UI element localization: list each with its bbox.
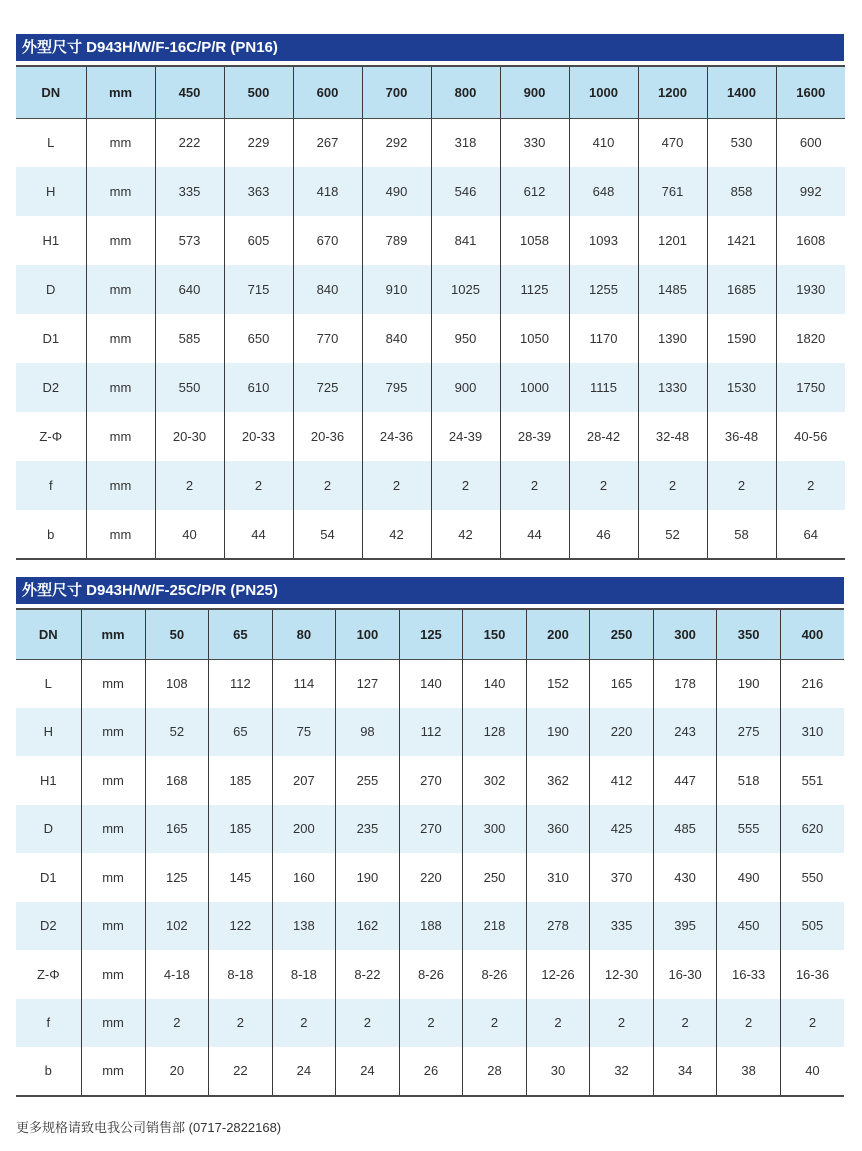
value-cell: 2 — [707, 461, 776, 510]
value-cell: 430 — [653, 853, 717, 902]
value-cell: 20 — [145, 1047, 209, 1096]
value-cell: 490 — [362, 167, 431, 216]
value-cell: 335 — [590, 902, 654, 951]
value-cell: 270 — [399, 756, 463, 805]
value-cell: 518 — [717, 756, 781, 805]
value-cell: 8-26 — [463, 950, 527, 999]
value-cell: 8-18 — [209, 950, 273, 999]
value-cell: 220 — [399, 853, 463, 902]
value-cell: 1025 — [431, 265, 500, 314]
header-cell: 300 — [653, 609, 717, 659]
value-cell: 1050 — [500, 314, 569, 363]
unit-cell: mm — [81, 756, 145, 805]
value-cell: 610 — [224, 363, 293, 412]
header-cell: 500 — [224, 66, 293, 118]
value-cell: 160 — [272, 853, 336, 902]
header-cell: DN — [16, 609, 81, 659]
value-cell: 54 — [293, 510, 362, 559]
value-cell: 1115 — [569, 363, 638, 412]
value-cell: 1170 — [569, 314, 638, 363]
header-cell: 150 — [463, 609, 527, 659]
header-cell: 900 — [500, 66, 569, 118]
value-cell: 2 — [776, 461, 845, 510]
value-cell: 190 — [526, 708, 590, 757]
value-cell: 573 — [155, 216, 224, 265]
value-cell: 715 — [224, 265, 293, 314]
value-cell: 24 — [272, 1047, 336, 1096]
value-cell: 24-39 — [431, 412, 500, 461]
row-label-cell: L — [16, 659, 81, 708]
header-cell: 1400 — [707, 66, 776, 118]
table-row — [16, 950, 844, 999]
value-cell: 12-26 — [526, 950, 590, 999]
value-cell: 145 — [209, 853, 273, 902]
value-cell: 1201 — [638, 216, 707, 265]
value-cell: 20-30 — [155, 412, 224, 461]
value-cell: 410 — [569, 118, 638, 167]
table-row — [16, 805, 844, 854]
value-cell: 112 — [399, 708, 463, 757]
value-cell: 2 — [224, 461, 293, 510]
pn16-dimension-table — [16, 65, 845, 560]
value-cell: 335 — [155, 167, 224, 216]
header-cell: 1600 — [776, 66, 845, 118]
value-cell: 530 — [707, 118, 776, 167]
table-row — [16, 412, 845, 461]
value-cell: 318 — [431, 118, 500, 167]
header-cell: 800 — [431, 66, 500, 118]
value-cell: 114 — [272, 659, 336, 708]
table-row — [16, 756, 844, 805]
value-cell: 650 — [224, 314, 293, 363]
value-cell: 2 — [653, 999, 717, 1048]
pn25-title: 外型尺寸 D943H/W/F-25C/P/R (PN25) — [16, 577, 844, 604]
value-cell: 2 — [399, 999, 463, 1048]
value-cell: 2 — [145, 999, 209, 1048]
header-cell: 250 — [590, 609, 654, 659]
table-row — [16, 1047, 844, 1096]
value-cell: 612 — [500, 167, 569, 216]
value-cell: 1485 — [638, 265, 707, 314]
value-cell: 28-42 — [569, 412, 638, 461]
value-cell: 546 — [431, 167, 500, 216]
value-cell: 122 — [209, 902, 273, 951]
value-cell: 418 — [293, 167, 362, 216]
value-cell: 2 — [526, 999, 590, 1048]
unit-cell: mm — [81, 708, 145, 757]
value-cell: 44 — [224, 510, 293, 559]
unit-cell: mm — [86, 216, 155, 265]
value-cell: 20-36 — [293, 412, 362, 461]
value-cell: 910 — [362, 265, 431, 314]
value-cell: 2 — [780, 999, 844, 1048]
unit-cell: mm — [86, 265, 155, 314]
value-cell: 1820 — [796, 331, 826, 346]
value-cell: 162 — [336, 902, 400, 951]
row-label-cell: D1 — [16, 314, 86, 363]
value-cell: 2 — [590, 999, 654, 1048]
value-cell: 275 — [717, 708, 781, 757]
value-cell: 900 — [431, 363, 500, 412]
value-cell: 218 — [463, 902, 527, 951]
value-cell: 108 — [145, 659, 209, 708]
value-cell: 640 — [155, 265, 224, 314]
value-cell: 165 — [145, 805, 209, 854]
header-cell: 100 — [336, 609, 400, 659]
header-cell: 350 — [717, 609, 781, 659]
table-row — [16, 167, 845, 216]
value-cell: 2 — [209, 999, 273, 1048]
value-cell: 447 — [653, 756, 717, 805]
pn25-table-head — [16, 609, 844, 659]
value-cell: 127 — [336, 659, 400, 708]
value-cell: 188 — [399, 902, 463, 951]
value-cell: 670 — [293, 216, 362, 265]
table-row — [16, 659, 844, 708]
value-cell: 1058 — [500, 216, 569, 265]
value-cell: 840 — [362, 314, 431, 363]
row-label-cell: D2 — [16, 902, 81, 951]
unit-cell: mm — [81, 805, 145, 854]
value-cell: 302 — [463, 756, 527, 805]
value-cell: 1093 — [569, 216, 638, 265]
value-cell: 363 — [224, 167, 293, 216]
value-cell: 40 — [155, 510, 224, 559]
value-cell: 1421 — [707, 216, 776, 265]
value-cell: 20-33 — [224, 412, 293, 461]
pn25-header-row — [16, 609, 844, 659]
value-cell: 38 — [717, 1047, 781, 1096]
header-cell: 200 — [526, 609, 590, 659]
value-cell: 2 — [362, 461, 431, 510]
value-cell: 761 — [638, 167, 707, 216]
value-cell: 585 — [155, 314, 224, 363]
value-cell: 551 — [801, 772, 824, 788]
table-row — [16, 216, 845, 265]
value-cell: 412 — [590, 756, 654, 805]
value-cell: 207 — [272, 756, 336, 805]
value-cell: 125 — [145, 853, 209, 902]
value-cell: 450 — [717, 902, 781, 951]
value-cell: 2 — [431, 461, 500, 510]
unit-cell: mm — [81, 853, 145, 902]
value-cell: 267 — [293, 118, 362, 167]
table-row — [16, 118, 845, 167]
value-cell: 185 — [209, 756, 273, 805]
row-label-cell: b — [16, 1047, 81, 1096]
value-cell: 112 — [209, 659, 273, 708]
value-cell: 52 — [638, 510, 707, 559]
value-cell: 64 — [803, 526, 818, 542]
value-cell: 395 — [653, 902, 717, 951]
unit-cell: mm — [86, 461, 155, 510]
row-label-cell: f — [16, 999, 81, 1048]
value-cell: 24 — [336, 1047, 400, 1096]
value-cell: 26 — [399, 1047, 463, 1096]
value-cell: 42 — [362, 510, 431, 559]
header-cell: mm — [86, 66, 155, 118]
value-cell: 292 — [362, 118, 431, 167]
value-cell: 44 — [500, 510, 569, 559]
pn25-dimension-table — [16, 608, 844, 1097]
row-label-cell: D1 — [16, 853, 81, 902]
header-cell: 1200 — [638, 66, 707, 118]
value-cell: 138 — [272, 902, 336, 951]
value-cell: 16-30 — [653, 950, 717, 999]
value-cell: 32 — [590, 1047, 654, 1096]
value-cell: 152 — [526, 659, 590, 708]
value-cell: 310 — [780, 708, 844, 757]
value-cell: 555 — [717, 805, 781, 854]
value-cell: 310 — [526, 853, 590, 902]
value-cell: 2 — [500, 461, 569, 510]
header-cell: 1000 — [569, 66, 638, 118]
value-cell: 858 — [707, 167, 776, 216]
value-cell: 8-26 — [399, 950, 463, 999]
pn16-title: 外型尺寸 D943H/W/F-16C/P/R (PN16) — [16, 34, 844, 61]
value-cell: 270 — [399, 805, 463, 854]
value-cell: 2 — [569, 461, 638, 510]
pn16-table-body — [16, 118, 845, 559]
value-cell: 16-36 — [795, 966, 830, 982]
value-cell: 278 — [526, 902, 590, 951]
value-cell: 40 — [805, 1063, 820, 1079]
unit-cell: mm — [86, 167, 155, 216]
value-cell: 190 — [336, 853, 400, 902]
unit-cell: mm — [86, 118, 155, 167]
value-cell: 102 — [145, 902, 209, 951]
unit-cell: mm — [86, 412, 155, 461]
value-cell: 2 — [293, 461, 362, 510]
unit-cell: mm — [81, 659, 145, 708]
header-cell: 125 — [399, 609, 463, 659]
value-cell: 190 — [717, 659, 781, 708]
value-cell: 1390 — [638, 314, 707, 363]
value-cell: 4-18 — [145, 950, 209, 999]
value-cell: 165 — [590, 659, 654, 708]
value-cell: 128 — [463, 708, 527, 757]
value-cell: 840 — [293, 265, 362, 314]
value-cell: 2 — [638, 461, 707, 510]
value-cell: 98 — [336, 708, 400, 757]
value-cell: 490 — [717, 853, 781, 902]
value-cell: 222 — [155, 118, 224, 167]
value-cell: 770 — [293, 314, 362, 363]
table-row — [16, 363, 845, 412]
value-cell: 795 — [362, 363, 431, 412]
value-cell: 370 — [590, 853, 654, 902]
value-cell: 485 — [653, 805, 717, 854]
row-label-cell: D — [16, 805, 81, 854]
value-cell: 28-39 — [500, 412, 569, 461]
value-cell: 46 — [569, 510, 638, 559]
header-cell: 600 — [293, 66, 362, 118]
value-cell: 725 — [293, 363, 362, 412]
value-cell: 243 — [653, 708, 717, 757]
value-cell: 16-33 — [717, 950, 781, 999]
row-label-cell: H — [16, 167, 86, 216]
value-cell: 1590 — [707, 314, 776, 363]
value-cell: 620 — [780, 805, 844, 854]
value-cell: 32-48 — [638, 412, 707, 461]
value-cell: 1930 — [776, 265, 845, 314]
value-cell: 178 — [653, 659, 717, 708]
value-cell: 12-30 — [590, 950, 654, 999]
header-cell: 700 — [362, 66, 431, 118]
value-cell: 216 — [801, 676, 824, 691]
value-cell: 8-18 — [272, 950, 336, 999]
value-cell: 30 — [526, 1047, 590, 1096]
value-cell: 200 — [272, 805, 336, 854]
value-cell: 362 — [526, 756, 590, 805]
header-cell: 400 — [780, 609, 844, 659]
value-cell: 789 — [362, 216, 431, 265]
row-label-cell: D — [16, 265, 86, 314]
value-cell: 52 — [145, 708, 209, 757]
pn16-section — [16, 34, 844, 560]
value-cell: 1000 — [500, 363, 569, 412]
value-cell: 235 — [336, 805, 400, 854]
value-cell: 505 — [780, 902, 844, 951]
table-row — [16, 902, 844, 951]
value-cell: 605 — [224, 216, 293, 265]
row-label-cell: Z-Φ — [16, 950, 81, 999]
value-cell: 330 — [500, 118, 569, 167]
value-cell: 28 — [463, 1047, 527, 1096]
value-cell: 185 — [209, 805, 273, 854]
row-label-cell: Z-Φ — [16, 412, 86, 461]
value-cell: 58 — [707, 510, 776, 559]
value-cell: 300 — [463, 805, 527, 854]
row-label-cell: f — [16, 461, 86, 510]
unit-cell: mm — [81, 999, 145, 1048]
value-cell: 1330 — [638, 363, 707, 412]
unit-cell: mm — [81, 1047, 145, 1096]
value-cell: 8-22 — [336, 950, 400, 999]
footer-note: 更多规格请致电我公司销售部 (0717-2822168) — [16, 1120, 282, 1135]
table-row — [16, 461, 845, 510]
value-cell: 841 — [431, 216, 500, 265]
value-cell: 34 — [653, 1047, 717, 1096]
pn25-table-body — [16, 659, 844, 1096]
value-cell: 36-48 — [707, 412, 776, 461]
row-label-cell: b — [16, 510, 86, 559]
pn25-section — [16, 577, 844, 1097]
pn16-table-head — [16, 66, 845, 118]
value-cell: 550 — [801, 869, 824, 885]
value-cell: 22 — [209, 1047, 273, 1096]
row-label-cell: D2 — [16, 363, 86, 412]
value-cell: 2 — [336, 999, 400, 1048]
header-cell: mm — [81, 609, 145, 659]
value-cell: 1750 — [776, 363, 845, 412]
value-cell: 600 — [799, 135, 822, 151]
unit-cell: mm — [86, 363, 155, 412]
table-row — [16, 853, 844, 902]
value-cell: 255 — [336, 756, 400, 805]
table-row — [16, 510, 845, 559]
unit-cell: mm — [86, 314, 155, 363]
value-cell: 168 — [145, 756, 209, 805]
unit-cell: mm — [81, 902, 145, 951]
pn16-header-row — [16, 66, 845, 118]
table-row — [16, 999, 844, 1048]
value-cell: 1255 — [569, 265, 638, 314]
value-cell: 40-56 — [794, 429, 828, 444]
row-label-cell: H — [16, 708, 81, 757]
value-cell: 360 — [526, 805, 590, 854]
unit-cell: mm — [86, 510, 155, 559]
row-label-cell: H1 — [16, 216, 86, 265]
row-label-cell: H1 — [16, 756, 81, 805]
header-cell: 450 — [155, 66, 224, 118]
unit-cell: mm — [81, 950, 145, 999]
table-row — [16, 708, 844, 757]
value-cell: 65 — [209, 708, 273, 757]
value-cell: 250 — [463, 853, 527, 902]
value-cell: 75 — [272, 708, 336, 757]
row-label-cell: L — [16, 118, 86, 167]
header-cell: DN — [16, 66, 86, 118]
table-row — [16, 265, 845, 314]
value-cell: 1608 — [796, 233, 826, 248]
value-cell: 550 — [155, 363, 224, 412]
value-cell: 1685 — [707, 265, 776, 314]
value-cell: 2 — [155, 461, 224, 510]
value-cell: 1125 — [500, 265, 569, 314]
value-cell: 2 — [463, 999, 527, 1048]
header-cell: 80 — [272, 609, 336, 659]
header-cell: 65 — [209, 609, 273, 659]
value-cell: 1530 — [707, 363, 776, 412]
value-cell: 2 — [272, 999, 336, 1048]
value-cell: 140 — [463, 659, 527, 708]
value-cell: 992 — [776, 167, 845, 216]
table-row — [16, 314, 845, 363]
value-cell: 425 — [590, 805, 654, 854]
value-cell: 470 — [638, 118, 707, 167]
value-cell: 220 — [590, 708, 654, 757]
header-cell: 50 — [145, 609, 209, 659]
value-cell: 42 — [431, 510, 500, 559]
value-cell: 950 — [431, 314, 500, 363]
value-cell: 229 — [224, 118, 293, 167]
value-cell: 24-36 — [362, 412, 431, 461]
value-cell: 2 — [717, 999, 781, 1048]
value-cell: 648 — [569, 167, 638, 216]
value-cell: 140 — [399, 659, 463, 708]
